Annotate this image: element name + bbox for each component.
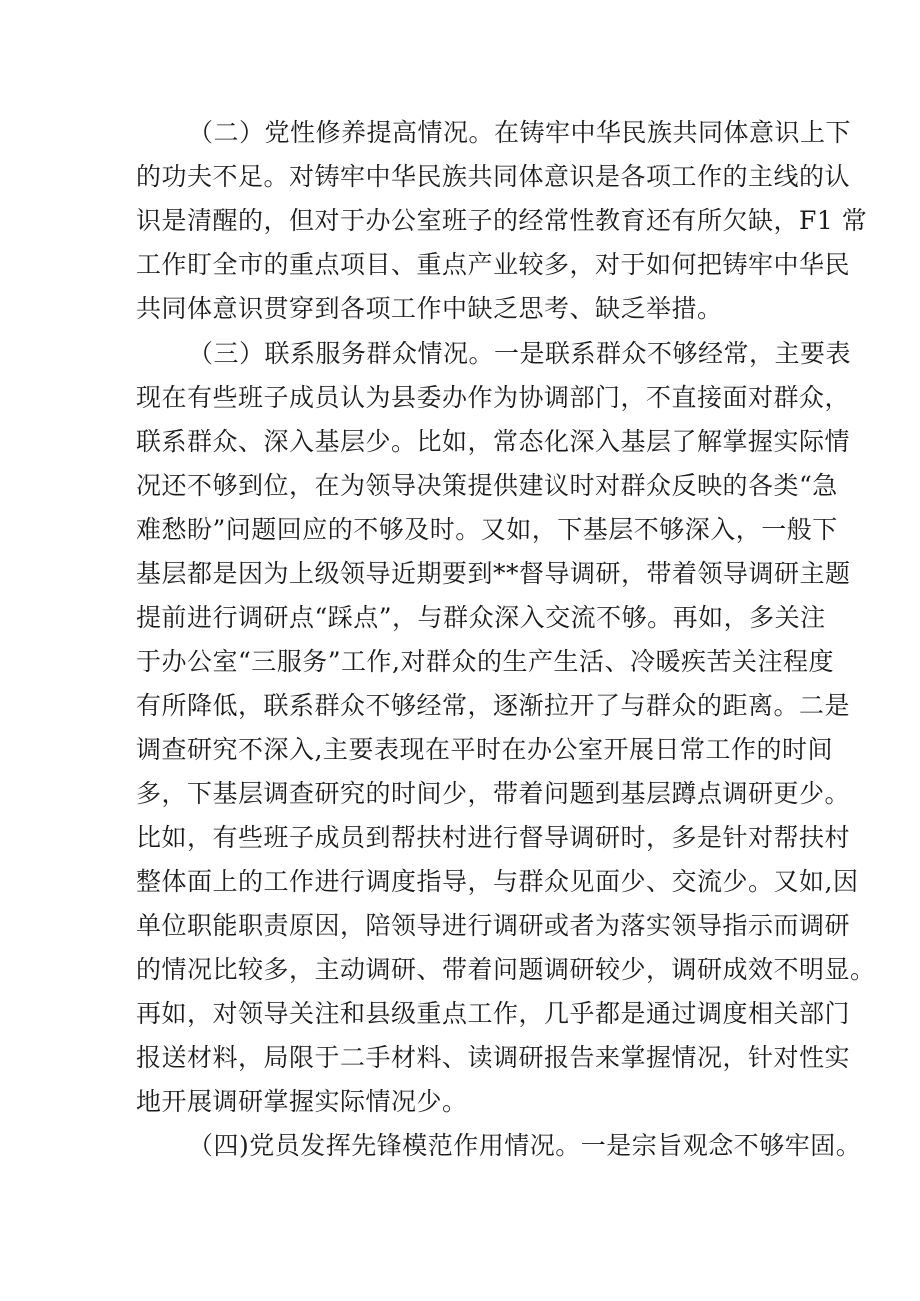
text-line: 地开展调研掌握实际情况少。 — [136, 1087, 468, 1116]
text-line: 工作盯全市的重点项目、重点产业较多，对于如何把铸牢中华民 — [136, 250, 851, 279]
text-line: 基层都是因为上级领导近期要到**督导调研，带着领导调研主题 — [136, 559, 851, 588]
text-line: 的功夫不足。对铸牢中华民族共同体意识是各项工作的主线的认 — [136, 162, 851, 191]
text-line: 有所降低，联系群众不够经常，逐渐拉开了与群众的距离。二是 — [136, 691, 851, 720]
text-line: 调查研究不深入,主要表现在平时在办公室开展日常工作的时间 — [136, 735, 833, 764]
text-line: 共同体意识贯穿到各项工作中缺乏思考、缺乏举措。 — [136, 294, 723, 323]
text-line: 识是清醒的，但对于办公室班子的经常性教育还有所欠缺，F1 常 — [136, 206, 868, 235]
text-line: 现在有些班子成员认为县委办作为协调部门，不直接面对群众， — [136, 383, 851, 412]
text-line: 于办公室“三服务”工作,对群众的生产生活、冷暖疾苦关注程度 — [136, 647, 835, 676]
text-line: 联系群众、深入基层少。比如，常态化深入基层了解掌握实际情 — [136, 427, 851, 456]
text-line: 单位职能职责原因，陪领导进行调研或者为落实领导指示而调研 — [136, 911, 851, 940]
text-line: 报送材料，局限于二手材料、读调研报告来掌握情况，针对性实 — [136, 1043, 851, 1072]
text-line: 况还不够到位，在为领导决策提供建议时对群众反映的各类“急 — [136, 471, 838, 500]
text-line: 提前进行调研点“踩点”，与群众深入交流不够。再如，多关注 — [136, 603, 826, 632]
text-line: 比如，有些班子成员到帮扶村进行督导调研时，多是针对帮扶村 — [136, 823, 851, 852]
paragraph-4-heading-line: （四)党员发挥先锋模范作用情况。一是宗旨观念不够牢固。 — [188, 1131, 862, 1160]
text-line: 整体面上的工作进行调度指导，与群众见面少、交流少。又如,因 — [136, 867, 859, 896]
text-line: 难愁盼”问题回应的不够及时。又如，下基层不够深入，一般下 — [136, 515, 838, 544]
text-line: 多，下基层调查研究的时间少，带着问题到基层蹲点调研更少。 — [136, 779, 851, 808]
paragraph-2-heading-line: （二）党性修养提高情况。在铸牢中华民族共同体意识上下 — [188, 118, 852, 147]
text-line: 再如，对领导关注和县级重点工作，几乎都是通过调度相关部门 — [136, 999, 851, 1028]
paragraph-3-heading-line: （三）联系服务群众情况。一是联系群众不够经常，主要表 — [188, 339, 852, 368]
text-line: 的情况比较多，主动调研、带着问题调研较少，调研成效不明显。 — [136, 955, 876, 984]
